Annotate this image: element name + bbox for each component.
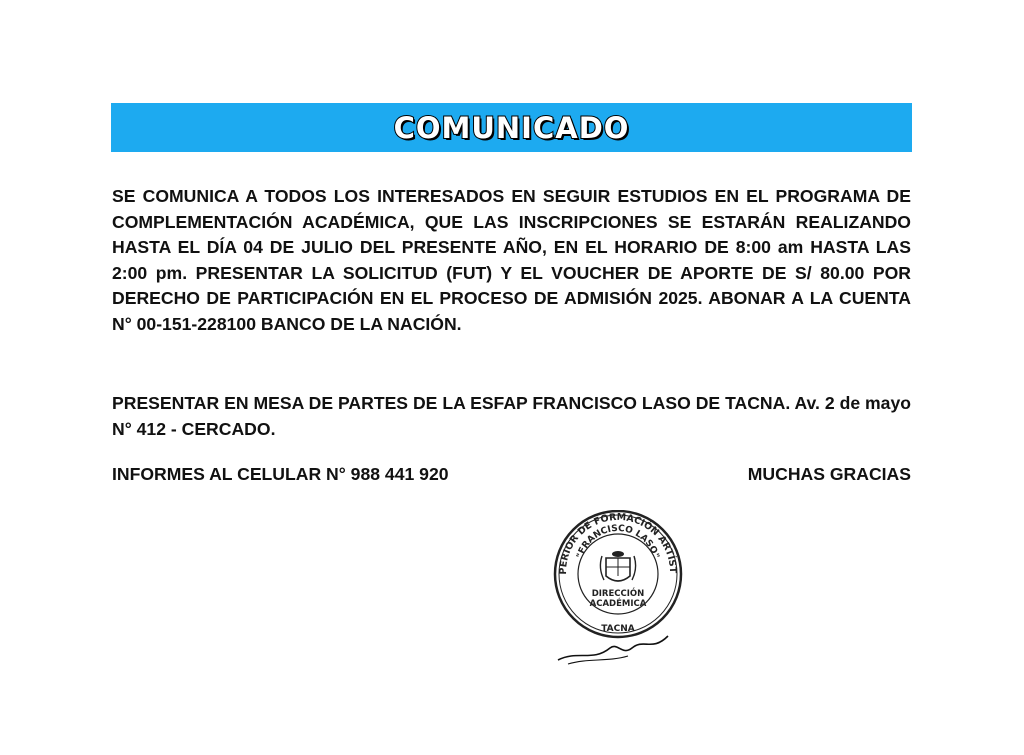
seal-center-line1: DIRECCIÓN bbox=[591, 589, 645, 599]
signature-underline bbox=[568, 656, 628, 664]
seal-bottom-text: TACNA bbox=[601, 624, 635, 634]
seal-center-line2: ACADÉMICA bbox=[589, 599, 647, 609]
page-title: COMUNICADO bbox=[393, 110, 630, 145]
thanks-text: MUCHAS GRACIAS bbox=[747, 464, 911, 484]
main-announcement-paragraph: SE COMUNICA A TODOS LOS INTERESADOS EN SEGUIR ESTUDIOS EN EL PROGRAMA DE COMPLEMENTACIÓN ACADÉMICA, QUE LAS INSCRIPCIONES SE ESTARÁN REALIZANDO HASTA EL DÍA 04 DE JULIO DEL PRESENTE AÑO, EN EL HORARIO DE 8:00 am HASTA LAS 2:00 pm. PRESENTAR LA SOLICITUD (FUT) Y EL VOUCHER DE APORTE DE S/ 80.00 POR DERECHO DE PARTICIPACIÓN EN EL PROCESO DE ADMISIÓN 2025. ABONAR A LA CUENTA N° 00-151-228100 BANCO DE LA NACIÓN. bbox=[112, 186, 911, 334]
seal-outer-text: PERIOR DE FORMACIÓN ARTÍST bbox=[557, 511, 679, 575]
seal-stamp bbox=[548, 510, 688, 670]
location-paragraph: PRESENTAR EN MESA DE PARTES DE LA ESFAP FRANCISCO LASO DE TACNA. Av. 2 de mayo N° 412 - CERCADO. bbox=[112, 393, 911, 439]
official-seal bbox=[548, 510, 688, 670]
peru-coat-of-arms-icon bbox=[600, 551, 635, 581]
header-banner bbox=[111, 103, 912, 152]
seal-inner-text: "FRANCISCO LASO" bbox=[575, 523, 661, 560]
phone-contact: INFORMES AL CELULAR N° 988 441 920 bbox=[112, 464, 449, 484]
footer-line bbox=[112, 462, 911, 488]
signature-stroke bbox=[558, 636, 668, 660]
